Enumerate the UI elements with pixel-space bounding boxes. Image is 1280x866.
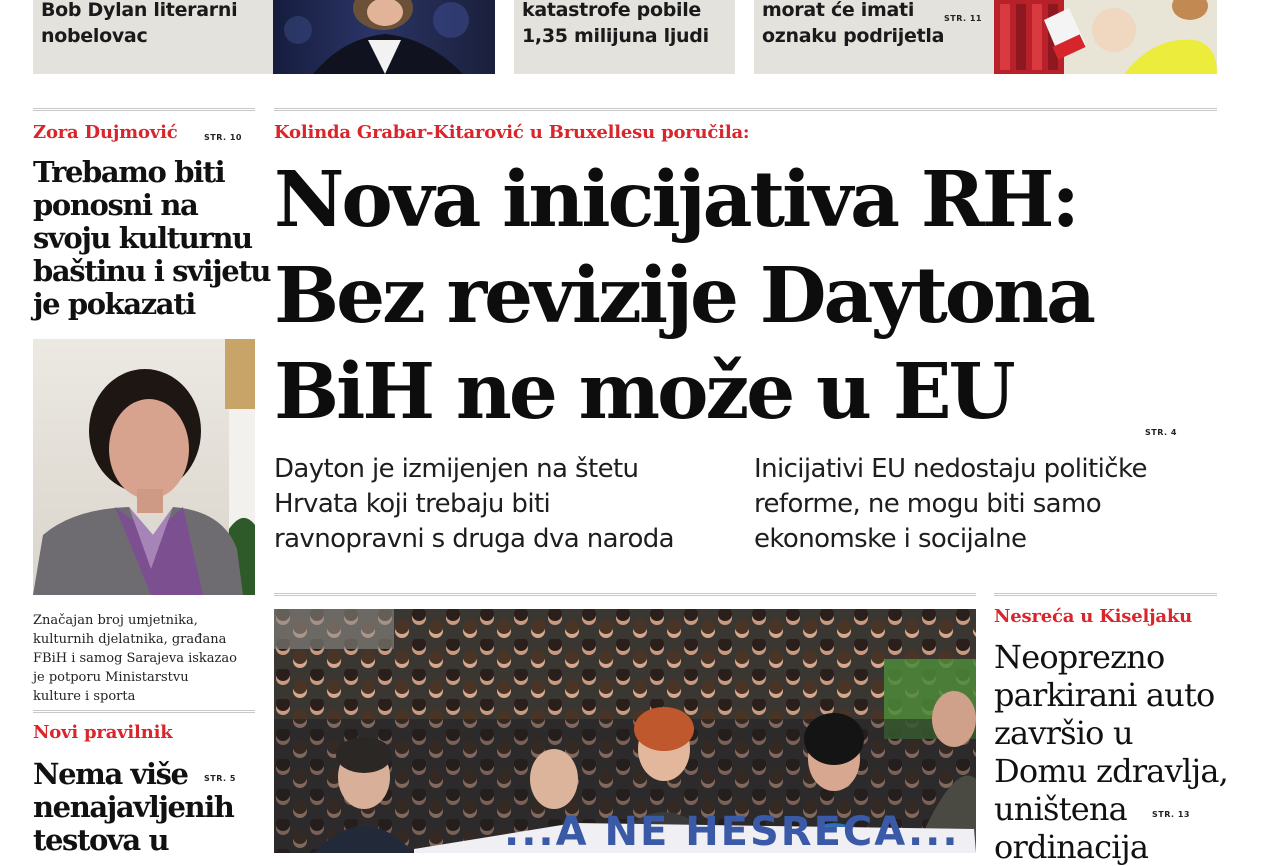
main-deck-left <box>274 452 744 557</box>
teaser-line: katastrofe pobile <box>522 0 702 21</box>
headline-line: ordinacija <box>994 828 1149 866</box>
deck-line: ekonomske i socijalne <box>754 524 1027 554</box>
main-deck-right <box>754 452 1224 557</box>
headline-line: testova u <box>33 823 169 857</box>
caption-line: kulturnih djelatnika, građana <box>33 632 227 647</box>
headline-line: Neoprezno <box>994 638 1165 676</box>
headline-line: Domu zdravlja, <box>994 752 1229 790</box>
headline-line: ponosni na <box>33 188 198 222</box>
teaser-origin-page: STR. 11 <box>944 14 982 23</box>
headline-line: nenajavljenih <box>33 790 234 824</box>
deck-line: reforme, ne mogu biti samo <box>754 489 1102 519</box>
deck-line: ravnopravni s druga dva naroda <box>274 524 675 554</box>
left-second-page-ref: STR. 5 <box>204 774 236 783</box>
headline-line: uništena <box>994 790 1127 828</box>
right-headline[interactable] <box>994 638 1280 866</box>
left-second-headline[interactable] <box>33 758 273 857</box>
main-headline[interactable] <box>274 152 1093 440</box>
protest-banner-text: ...A NE HESRECA... <box>504 809 960 853</box>
dylan-figure-image <box>273 0 495 74</box>
main-headline-line: Bez revizije Daytona <box>274 251 1093 341</box>
headline-line: završio u <box>994 714 1133 752</box>
shopping-image <box>994 0 1217 74</box>
portrait-caption <box>33 611 255 706</box>
headline-line: svoju kulturnu <box>33 221 252 255</box>
main-page-ref: STR. 4 <box>1145 428 1177 437</box>
headline-line: je pokazati <box>33 287 195 321</box>
teaser-dylan[interactable] <box>33 0 495 74</box>
main-top-rule <box>274 108 1217 111</box>
main-headline-line: BiH ne može u EU <box>274 347 1013 437</box>
teaser-line: nobelovac <box>41 25 148 47</box>
photo-top-rule <box>274 593 976 596</box>
caption-line: Značajan broj umjetnika, <box>33 613 198 628</box>
teaser-disasters-text <box>522 0 709 49</box>
deck-line: Dayton je izmijenjen na štetu <box>274 454 639 484</box>
deck-line: Inicijativi EU nedostaju političke <box>754 454 1147 484</box>
caption-line: je potporu Ministarstvu <box>33 670 189 685</box>
left-page-ref: STR. 10 <box>204 133 242 142</box>
main-kicker[interactable]: Kolinda Grabar-Kitarović u Bruxellesu poručila: <box>274 122 750 143</box>
teaser-origin-text <box>762 0 944 49</box>
protest-photo[interactable] <box>274 609 976 853</box>
left-headline[interactable] <box>33 156 273 321</box>
left-second-kicker[interactable]: Novi pravilnik <box>33 722 173 743</box>
headline-line: Nema više <box>33 757 188 791</box>
caption-line: FBiH i samog Sarajeva iskazao <box>33 651 237 666</box>
main-headline-line: Nova inicijativa RH: <box>274 155 1077 245</box>
right-top-rule <box>994 593 1217 596</box>
left-mid-rule <box>33 710 255 713</box>
left-kicker[interactable]: Zora Dujmović <box>33 122 178 143</box>
teaser-disasters[interactable] <box>514 0 735 74</box>
deck-line: Hrvata koji trebaju biti <box>274 489 551 519</box>
shopping-photo <box>994 0 1217 74</box>
right-page-ref: STR. 13 <box>1152 810 1190 819</box>
teaser-dylan-text <box>41 0 237 49</box>
teaser-line: oznaku podrijetla <box>762 25 945 47</box>
headline-line: Trebamo biti <box>33 155 225 189</box>
teaser-line: morat će imati <box>762 0 915 21</box>
caption-line: kulture i sporta <box>33 689 136 704</box>
dujmovic-portrait <box>33 339 255 595</box>
left-top-rule <box>33 108 255 111</box>
portrait-image <box>33 339 255 595</box>
dylan-photo <box>273 0 495 74</box>
teaser-line: 1,35 milijuna ljudi <box>522 25 709 47</box>
teaser-origin-label[interactable] <box>754 0 1217 74</box>
headline-line: baštinu i svijetu <box>33 254 271 288</box>
right-kicker[interactable]: Nesreća u Kiseljaku <box>994 606 1193 627</box>
headline-line: parkirani auto <box>994 676 1215 714</box>
teaser-line: Bob Dylan literarni <box>41 0 238 21</box>
